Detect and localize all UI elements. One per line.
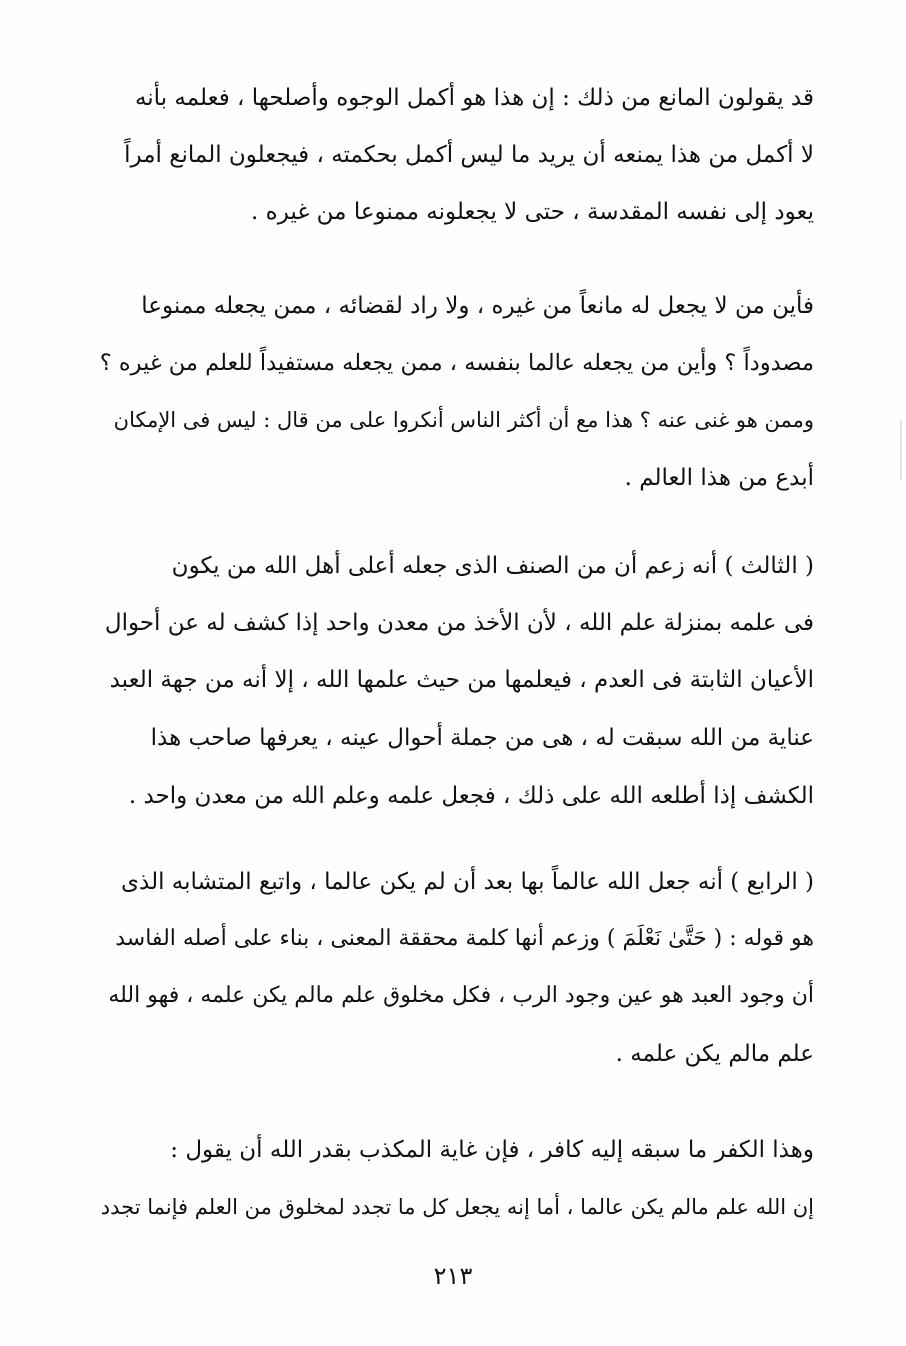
text-line: وهذا الكفر ما سبقه إليه كافر ، فإن غاية المكذب بقدر الله أن يقول : [170, 1137, 814, 1163]
scan-edge-mark [900, 420, 902, 480]
text-line: الكشف إذا أطلعه الله على ذلك ، فجعل علمه وعلم الله من معدن واحد . [128, 783, 814, 809]
text-line: ( الثالث ) أنه زعم أن من الصنف الذى جعله أعلى أهل الله من يكون [171, 553, 814, 579]
text-line: الأعيان الثابتة فى العدم ، فيعلمها من حيث علمها الله ، إلا أنه من جهة العبد [109, 667, 814, 693]
text-line: وممن هو غنى عنه ؟ هذا مع أن أكثر الناس أنكروا على من قال : ليس فى الإمكان [113, 408, 814, 432]
text-line: فى علمه بمنزلة علم الله ، لأن الأخذ من معدن واحد إذا كشف له عن أحوال [104, 610, 814, 636]
text-line: أبدع من هذا العالم . [624, 465, 814, 491]
text-line: هو قوله : ( حَتَّىٰ نَعْلَمَ ) وزعم أنها كلمة محققة المعنى ، بناء على أصله الفاسد [115, 926, 814, 951]
page-number: ٢١٣ [433, 1262, 473, 1290]
paragraph-5 [100, 1122, 814, 1237]
text-line: يعود إلى نفسه المقدسة ، حتى لا يجعلونه ممنوعا من غيره . [251, 199, 814, 225]
text-line: لا أكمل من هذا يمنعه أن يريد ما ليس أكمل بحكمته ، فيجعلون المانع أمراً [124, 142, 814, 168]
text-line: علم مالم يكن علمه . [615, 1041, 814, 1067]
text-line: فأين من لا يجعل له مانعاً من غيره ، ولا راد لقضائه ، ممن يجعله ممنوعا [141, 293, 814, 319]
text-line: إن الله علم مالم يكن عالما ، أما إنه يجعل كل ما تجدد لمخلوق من العلم فإنما تجدد [100, 1195, 814, 1219]
text-line: أن وجود العبد هو عين وجود الرب ، فكل مخلوق علم مالم يكن علمه ، فهو الله [108, 983, 814, 1008]
paragraph-3 [100, 538, 814, 828]
text-line: ( الرابع ) أنه جعل الله عالماً بها بعد أن لم يكن عالما ، واتبع المتشابه الذى [121, 869, 814, 895]
paragraph-1 [100, 70, 814, 240]
paragraph-4 [100, 854, 814, 1084]
text-line: مصدوداً ؟ وأين من يجعله عالما بنفسه ، ممن يجعله مستفيداً للعلم من غيره ؟ [100, 350, 814, 376]
text-line: قد يقولون المانع من ذلك : إن هذا هو أكمل الوجوه وأصلحها ، فعلمه بأنه [134, 85, 814, 111]
paragraph-2 [100, 278, 814, 508]
text-line: عناية من الله سبقت له ، هى من جملة أحوال عينه ، يعرفها صاحب هذا [150, 725, 814, 751]
